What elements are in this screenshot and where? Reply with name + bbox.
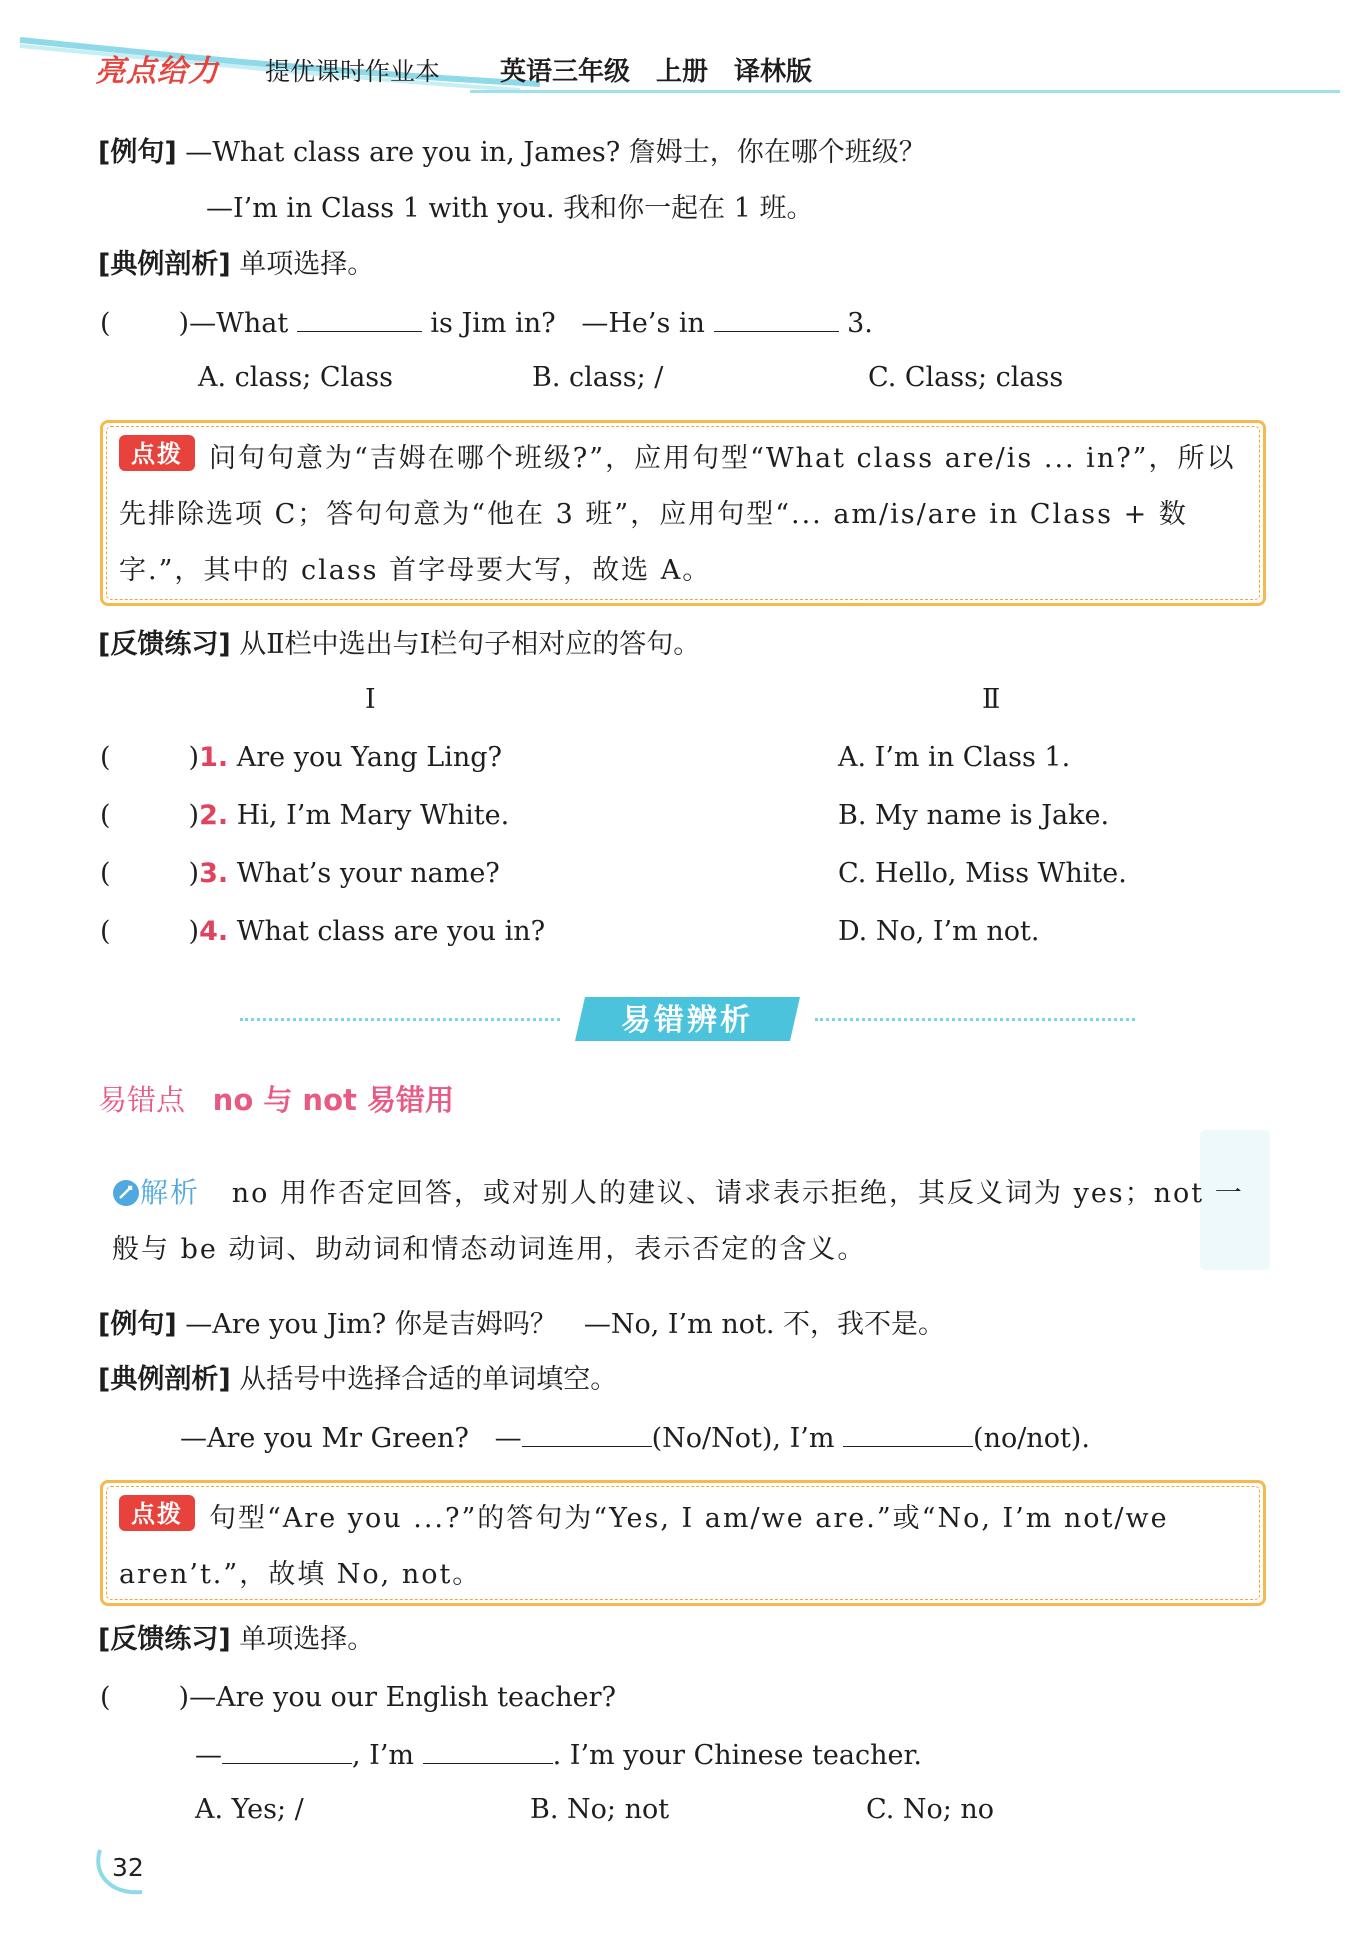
tip-badge-icon bbox=[119, 435, 195, 471]
option-c[interactable]: C. Class; class bbox=[868, 362, 1064, 393]
match-row-2: ( )2. Hi, I’m Mary White. bbox=[100, 800, 510, 831]
book-grade: 英语三年级 上册 译林版 bbox=[500, 57, 813, 87]
match-answer-b: B. My name is Jake. bbox=[838, 800, 1110, 831]
blank-1[interactable] bbox=[297, 303, 422, 332]
analysis-instruction: 单项选择。 bbox=[239, 249, 375, 280]
feedback-question-line-2: — , I’m . I’m your Chinese teacher. bbox=[195, 1735, 922, 1776]
feedback-line-2: [反馈练习] 单项选择。 bbox=[98, 1624, 375, 1655]
fill-question-line: —Are you Mr Green? — (No/Not), I’m (no/not). bbox=[180, 1418, 1090, 1459]
error-point-title: no 与 not 易错用 bbox=[212, 1083, 454, 1117]
page-number: 32 bbox=[112, 1853, 144, 1882]
option-b-2[interactable]: B. No; not bbox=[530, 1794, 670, 1825]
feedback-tag: 反馈练习 bbox=[110, 1624, 219, 1655]
example-tag: 例句 bbox=[110, 1309, 165, 1340]
option-b[interactable]: B. class; / bbox=[532, 362, 664, 393]
match-answer-a: A. I’m in Class 1. bbox=[838, 742, 1071, 773]
tip-text-1: 问句句意为“吉姆在哪个班级?”，应用句型“What class are/is ... in?”，所以先排除选项 C；答句句意为“他在 3 班”，应用句型“... am/is/are in Class + 数字.”，其中的 class 首字母要大写，故选 A。 bbox=[119, 443, 1236, 586]
example-tag: 例句 bbox=[110, 137, 165, 168]
tip-label: 点拨 bbox=[131, 440, 183, 468]
blank-4[interactable] bbox=[843, 1418, 973, 1447]
analysis-line: [典例剖析] 单项选择。 bbox=[98, 249, 375, 280]
explanation-paragraph bbox=[112, 1165, 1262, 1278]
question-text-4: 3. bbox=[847, 308, 873, 339]
match-answer-c: C. Hello, Miss White. bbox=[838, 858, 1127, 889]
tip-text-2: 句型“Are you ...?”的答句为“Yes, I am/we are.”或“No, I’m not/we aren’t.”，故填 No, not。 bbox=[119, 1503, 1169, 1590]
feedback-question-line-1: ( )—Are you our English teacher? bbox=[100, 1682, 616, 1713]
match-answer-d: D. No, I’m not. bbox=[838, 916, 1040, 947]
option-c-2[interactable]: C. No; no bbox=[866, 1794, 995, 1825]
example-question: —What class are you in, James? 詹姆士，你在哪个班级？ bbox=[185, 137, 926, 168]
book-subtitle: 提优课时作业本 bbox=[265, 57, 441, 86]
banner-dotted-line-left bbox=[240, 1018, 560, 1021]
section-banner bbox=[575, 995, 800, 1043]
explain-label: 解析 bbox=[140, 1176, 201, 1209]
match-row-1: ( )1. Are you Yang Ling? bbox=[100, 742, 502, 773]
tip-box-1 bbox=[100, 420, 1266, 606]
feedback-line: [反馈练习] 从Ⅱ栏中选出与Ⅰ栏句子相对应的答句。 bbox=[98, 629, 701, 660]
brand-logo-text: 亮点给力 bbox=[95, 54, 219, 89]
explain-icon bbox=[112, 1179, 140, 1207]
option-a-2[interactable]: A. Yes; / bbox=[195, 1794, 304, 1825]
example-text: —Are you Jim? 你是吉姆吗？ —No, I’m not. 不，我不是。 bbox=[185, 1309, 945, 1340]
tip-label: 点拨 bbox=[131, 1500, 183, 1528]
column-1-heading: Ⅰ bbox=[365, 684, 376, 715]
analysis-tag: 典例剖析 bbox=[110, 1364, 219, 1395]
match-row-4: ( )4. What class are you in? bbox=[100, 916, 546, 947]
banner-dotted-line-right bbox=[815, 1018, 1135, 1021]
example-line-2: [例句] —Are you Jim? 你是吉姆吗？ —No, I’m not. 不，我不是。 bbox=[98, 1309, 945, 1340]
error-point-heading bbox=[98, 1080, 454, 1120]
question-text-3: —He’s in bbox=[581, 308, 705, 339]
question-line: ( )—What is Jim in? —He’s in 3. bbox=[100, 303, 873, 344]
tip-badge-icon bbox=[119, 1495, 195, 1531]
analysis-instruction: 从括号中选择合适的单词填空。 bbox=[239, 1364, 618, 1395]
blank-6[interactable] bbox=[423, 1735, 553, 1764]
blank-2[interactable] bbox=[714, 303, 839, 332]
feedback-instruction: 单项选择。 bbox=[239, 1624, 375, 1655]
blank-5[interactable] bbox=[222, 1735, 352, 1764]
analysis-tag: 典例剖析 bbox=[110, 249, 219, 280]
example-line-1: [例句] —What class are you in, James? 詹姆士，你在哪个班级？ bbox=[98, 137, 926, 168]
feedback-tag: 反馈练习 bbox=[110, 629, 219, 660]
explain-text: no 用作否定回答，或对别人的建议、请求表示拒绝，其反义词为 yes；not 一般与 be 动词、助动词和情态动词连用，表示否定的含义。 bbox=[112, 1178, 1244, 1265]
option-a[interactable]: A. class; Class bbox=[198, 362, 394, 393]
analysis-line-2: [典例剖析] 从括号中选择合适的单词填空。 bbox=[98, 1364, 618, 1395]
error-point-label: 易错点 bbox=[98, 1083, 186, 1117]
header-rule bbox=[470, 90, 1340, 93]
example-answer: —I’m in Class 1 with you. 我和你一起在 1 班。 bbox=[206, 193, 814, 224]
match-row-3: ( )3. What’s your name? bbox=[100, 858, 500, 889]
blank-3[interactable] bbox=[522, 1418, 652, 1447]
feedback-instruction: 从Ⅱ栏中选出与Ⅰ栏句子相对应的答句。 bbox=[239, 629, 701, 660]
banner-title: 易错辨析 bbox=[621, 1003, 753, 1038]
column-2-heading: Ⅱ bbox=[982, 684, 1001, 715]
question-text-1: —What bbox=[189, 308, 289, 339]
question-text-2: is Jim in? bbox=[430, 308, 556, 339]
tip-box-2 bbox=[100, 1480, 1266, 1606]
